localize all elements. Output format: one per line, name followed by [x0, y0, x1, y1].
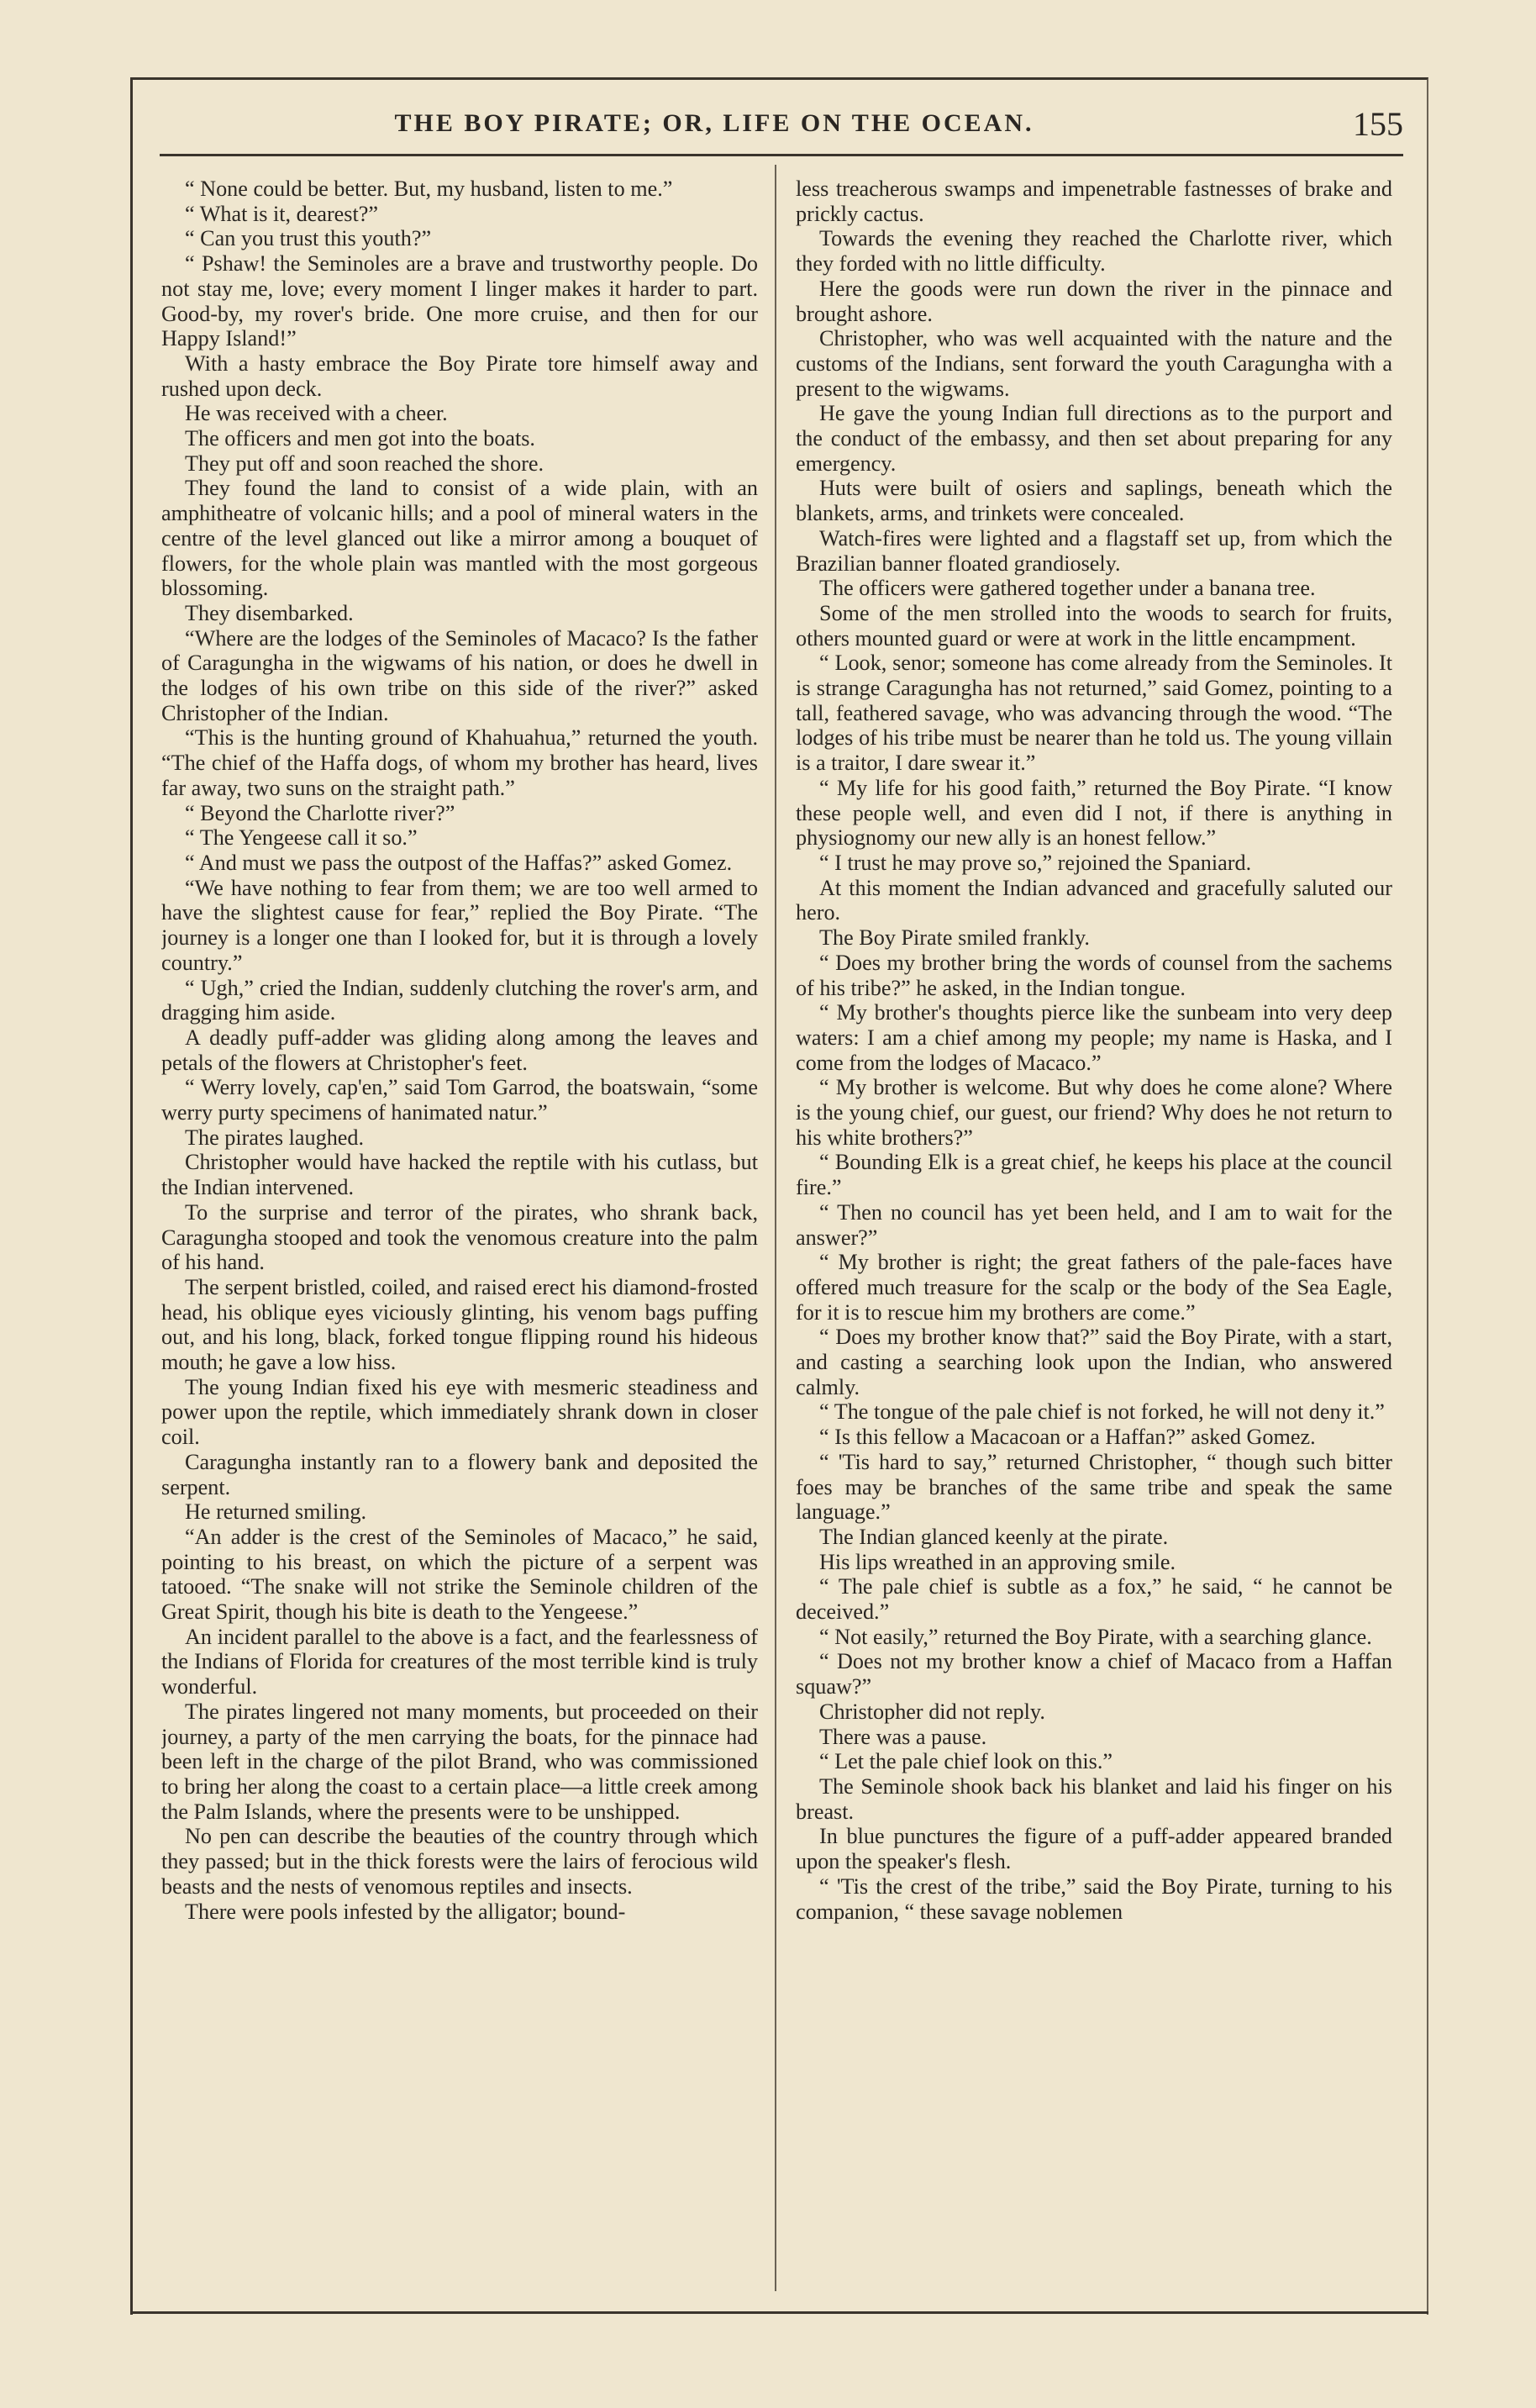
paragraph: In blue punctures the figure of a puff-adder appeared branded upon the speaker's flesh.: [796, 1824, 1392, 1874]
paragraph: “ Is this fellow a Macacoan or a Haffan?” asked Gomez.: [819, 1425, 1316, 1450]
paragraph: “We have nothing to fear from them; we are too well armed to have the slightest cause for fear,” replied the Boy Pirate. “The journey is a longer one than I looked for, but it is through a lovely country.”: [161, 875, 758, 975]
paragraph: “An adder is the crest of the Seminoles of Macaco,” he said, pointing to his breast, on which the picture of a serpent was tatooed. “The snake will not strike the Seminole children of the Great Spirit, though his bite is death to the Yengeese.”: [161, 1524, 758, 1625]
paragraph: “ Look, senor; someone has come already from the Seminoles. It is strange Caragungha has not returned,” said Gomez, pointing to a tall, feathered savage, who was advancing through the wood. “The lodges of his tribe must be nearer than he told us. The young villain is a traitor, I dare swear it.”: [796, 651, 1392, 776]
paragraph: With a hasty embrace the Boy Pirate tore himself away and rushed upon deck.: [161, 350, 758, 401]
paragraph: At this moment the Indian advanced and gracefully saluted our hero.: [796, 875, 1392, 925]
paragraph: There were pools infested by the alligator; bound-: [185, 1899, 626, 1924]
paragraph: “ Pshaw! the Seminoles are a brave and trustworthy people. Do not stay me, love; every moment I linger makes it harder to part. Good-by, my rover's bride. One more cruise, and then for our Happy Island!”: [161, 251, 758, 351]
paragraph: An incident parallel to the above is a fact, and the fearlessness of the Indians of Florida for creatures of the most terrible kind is truly wonderful.: [161, 1624, 758, 1699]
paragraph: The pirates laughed.: [185, 1125, 365, 1150]
column-divider: [775, 165, 776, 2291]
paragraph: “ Let the pale chief look on this.”: [819, 1749, 1113, 1774]
paragraph: “ The pale chief is subtle as a fox,” he said, “ he cannot be deceived.”: [796, 1574, 1392, 1625]
paragraph: To the surprise and terror of the pirates, who shrank back, Caragungha stooped and took the venomous creature into the palm of his hand.: [161, 1199, 758, 1275]
paragraph: The officers and men got into the boats.: [185, 426, 535, 451]
paragraph: The Boy Pirate smiled frankly.: [819, 925, 1090, 951]
paragraph: “ Bounding Elk is a great chief, he keeps his place at the council fire.”: [796, 1150, 1392, 1200]
paragraph: “ I trust he may prove so,” rejoined the Spaniard.: [819, 850, 1252, 875]
paragraph: Some of the men strolled into the woods to search for fruits, others mounted guard or were at work in the little encampment.: [796, 600, 1392, 651]
paragraph: “ The Yengeese call it so.”: [185, 825, 418, 851]
paragraph: “ The tongue of the pale chief is not forked, he will not deny it.”: [819, 1399, 1385, 1425]
paragraph: “ My brother's thoughts pierce like the sunbeam into very deep waters: I am a chief among my people; my name is Haska, and I come from the lodges of Macaco.”: [796, 1000, 1392, 1075]
paragraph: “This is the hunting ground of Khahuahua,” returned the youth. “The chief of the Haffa dogs, of whom my brother has heard, lives far away, two suns on the straight path.”: [161, 725, 758, 800]
paragraph: “ Can you trust this youth?”: [185, 226, 432, 251]
paragraph: Watch-fires were lighted and a flagstaff set up, from which the Brazilian banner floated grandiosely.: [796, 525, 1392, 576]
paragraph: They put off and soon reached the shore.: [185, 451, 544, 476]
paragraph: “ What is it, dearest?”: [185, 201, 379, 226]
paragraph: Caragungha instantly ran to a flowery bank and deposited the serpent.: [161, 1449, 758, 1499]
paragraph: No pen can describe the beauties of the country through which they passed; but in the thick forests were the lairs of ferocious wild beasts and the nests of venomous reptiles and insects.: [161, 1824, 758, 1899]
left-column: [161, 177, 758, 2295]
paragraph: Christopher did not reply.: [819, 1699, 1045, 1724]
paragraph: “ 'Tis the crest of the tribe,” said the Boy Pirate, turning to his companion, “ these savage noblemen: [796, 1873, 1392, 1924]
paragraph: The young Indian fixed his eye with mesmeric steadiness and power upon the reptile, which immediately shrank down in closer coil.: [161, 1374, 758, 1450]
paragraph: The pirates lingered not many moments, but proceeded on their journey, a party of the men carrying the boats, for the pinnace had been left in the charge of the pilot Brand, who was commissioned to bring her along the coast to a certain place—a little creek among the Palm Islands, where the presents were to be unshipped.: [161, 1699, 758, 1824]
paragraph: “ And must we pass the outpost of the Haffas?” asked Gomez.: [185, 850, 733, 875]
paragraph: “Where are the lodges of the Seminoles of Macaco? Is the father of Caragungha in the wigwams of his nation, or does he dwell in the lodges of his own tribe on this side of the river?” asked Christopher of the Indian.: [161, 625, 758, 725]
paragraph: He returned smiling.: [185, 1499, 366, 1525]
paragraph: “ Does my brother know that?” said the Boy Pirate, with a start, and casting a searching look upon the Indian, who answered calmly.: [796, 1325, 1392, 1399]
paragraph: “ Not easily,” returned the Boy Pirate, with a searching glance.: [819, 1624, 1372, 1649]
paragraph: “ None could be better. But, my husband, listen to me.”: [185, 177, 673, 201]
paragraph: Here the goods were run down the river in the pinnace and brought ashore.: [796, 276, 1392, 326]
paragraph: Towards the evening they reached the Charlotte river, which they forded with no little difficulty.: [796, 226, 1392, 277]
paragraph: “ 'Tis hard to say,” returned Christopher, “ though such bitter foes may be branches of the same tribe and speak the same language.”: [796, 1449, 1392, 1525]
paragraph: “ My life for his good faith,” returned the Boy Pirate. “I know these people well, and even did I not, if there is anything in physiognomy our new ally is an honest fellow.”: [796, 775, 1392, 851]
paragraph: There was a pause.: [819, 1724, 987, 1749]
header-rule: [160, 154, 1403, 156]
paragraph: “ Then no council has yet been held, and I am to wait for the answer?”: [796, 1199, 1392, 1250]
paragraph: His lips wreathed in an approving smile.: [819, 1549, 1176, 1574]
paragraph: less treacherous swamps and impenetrable fastnesses of brake and prickly cactus.: [796, 177, 1392, 226]
paragraph: “ Werry lovely, cap'en,” said Tom Garrod, the boatswain, “some werry purty specimens of hanimated natur.”: [161, 1075, 758, 1125]
paragraph: They found the land to consist of a wide plain, with an amphitheatre of volcanic hills; and a pool of mineral waters in the centre of the level glanced out like a mirror among a bouquet of flowers, for the whole plain was mantled with the most gorgeous blossoming.: [161, 476, 758, 601]
paragraph: He was received with a cheer.: [185, 401, 448, 426]
paragraph: Christopher would have hacked the reptile with his cutlass, but the Indian intervened.: [161, 1150, 758, 1200]
bottom-rule: [130, 2311, 1428, 2314]
page-number: 155: [1353, 105, 1403, 143]
paragraph: The officers were gathered together under a banana tree.: [819, 576, 1316, 601]
paragraph: The Indian glanced keenly at the pirate.: [819, 1524, 1169, 1549]
right-column: [796, 177, 1392, 2295]
paragraph: He gave the young Indian full directions as to the purport and the conduct of the embassy, and then set about preparing for any emergency.: [796, 401, 1392, 476]
paragraph: “ Does not my brother know a chief of Macaco from a Haffan squaw?”: [796, 1649, 1392, 1699]
paragraph: Huts were built of osiers and saplings, beneath which the blankets, arms, and trinkets were concealed.: [796, 476, 1392, 526]
paragraph: “ My brother is right; the great fathers of the pale-faces have offered much treasure for the scalp or the body of the Sea Eagle, for it is to rescue him my brothers are come.”: [796, 1250, 1392, 1325]
running-title: THE BOY PIRATE; OR, LIFE ON THE OCEAN.: [394, 109, 1034, 137]
paragraph: Christopher, who was well acquainted with the nature and the customs of the Indians, sent forward the youth Caragungha with a present to the wigwams.: [796, 326, 1392, 401]
page-header: [160, 105, 1403, 151]
paragraph: “ Ugh,” cried the Indian, suddenly clutching the rover's arm, and dragging him aside.: [161, 975, 758, 1025]
paragraph: “ My brother is welcome. But why does he come alone? Where is the young chief, our guest, our friend? Why does he not return to his white brothers?”: [796, 1075, 1392, 1150]
paragraph: They disembarked.: [185, 600, 354, 625]
paragraph: “ Does my brother bring the words of counsel from the sachems of his tribe?” he asked, in the Indian tongue.: [796, 950, 1392, 1000]
paragraph: “ Beyond the Charlotte river?”: [185, 800, 455, 825]
paragraph: The Seminole shook back his blanket and laid his finger on his breast.: [796, 1774, 1392, 1824]
paragraph: A deadly puff-adder was gliding along among the leaves and petals of the flowers at Christopher's feet.: [161, 1025, 758, 1075]
paragraph: The serpent bristled, coiled, and raised erect his diamond-frosted head, his oblique eyes viciously glinting, his venom bags puffing out, and his long, black, forked tongue flipping round his hideous mouth; he gave a low hiss.: [161, 1274, 758, 1375]
